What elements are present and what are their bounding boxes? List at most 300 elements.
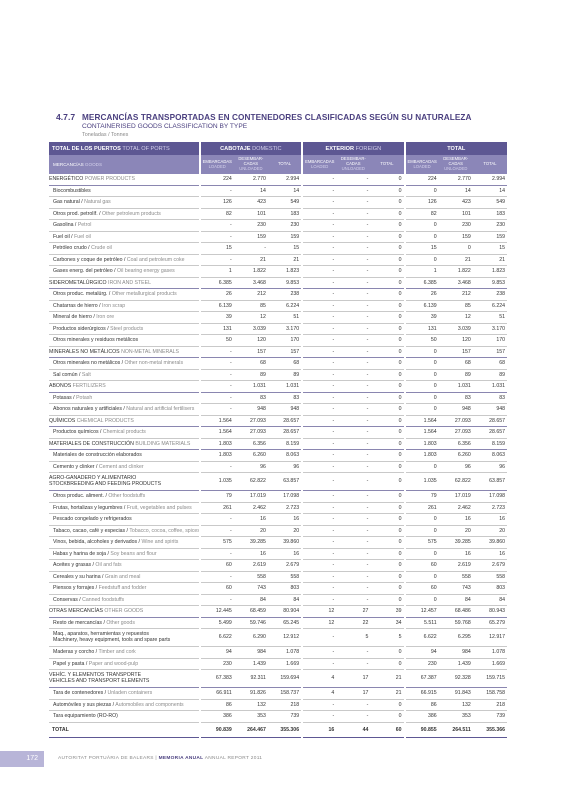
category-row — [49, 174, 507, 185]
table-cell: 549 — [268, 197, 302, 209]
table-cell: 126 — [200, 197, 234, 209]
table-cell: - — [200, 525, 234, 537]
table-cell: 0 — [370, 243, 404, 255]
table-cell: 0 — [405, 381, 439, 393]
table-cell: - — [302, 571, 336, 583]
row-label: Otros minerales y residuos metálicos — [49, 335, 200, 347]
table-cell: - — [302, 491, 336, 503]
table-cell: 20 — [473, 525, 507, 537]
table-cell: 28.657 — [473, 427, 507, 439]
table-cell: 96 — [234, 461, 268, 473]
table-cell: - — [336, 277, 370, 289]
table-cell: 16 — [439, 514, 473, 526]
header-total: TOTAL — [405, 142, 507, 155]
table-cell: 66.915 — [405, 688, 439, 700]
table-cell: 68 — [439, 358, 473, 370]
table-cell: 0 — [405, 594, 439, 606]
category-row — [49, 346, 507, 358]
table-cell: 558 — [268, 571, 302, 583]
header-row-columns — [49, 155, 507, 174]
table-cell: 261 — [405, 502, 439, 514]
table-cell: 59.746 — [234, 617, 268, 629]
table-cell: - — [302, 208, 336, 220]
row-label: Abonos naturales y artificiales / Natural and artificial fertilisers — [49, 404, 200, 416]
table-cell: 212 — [439, 289, 473, 301]
table-cell: 16 — [302, 722, 336, 737]
table-cell: 131 — [405, 323, 439, 335]
table-cell: 51 — [268, 312, 302, 324]
section-subtitle: CONTAINERISED GOODS CLASSIFICATION BY TYPE — [82, 123, 248, 130]
header-col-total: TOTAL — [473, 155, 507, 174]
header-unloaded: DESEMBAR-CADAS UNLOADED — [234, 155, 268, 174]
table-cell: - — [336, 502, 370, 514]
units-label: Toneladas / Tonnes — [82, 132, 129, 138]
table-cell: - — [336, 647, 370, 659]
table-cell: - — [336, 699, 370, 711]
section-title: MERCANCÍAS TRANSPORTADAS EN CONTENEDORES CLASIFICADAS SEGÚN SU NATURALEZA — [82, 113, 472, 122]
table-cell: 8.063 — [268, 450, 302, 462]
table-cell: 1.823 — [268, 266, 302, 278]
table-cell: 2.619 — [234, 560, 268, 572]
table-cell: 264.467 — [234, 722, 268, 737]
row-label: Otros produc. aliment. / Other foodstuffs — [49, 491, 200, 503]
table-cell: 89 — [234, 369, 268, 381]
table-cell: 94 — [200, 647, 234, 659]
table-cell: 0 — [370, 185, 404, 197]
table-row — [49, 300, 507, 312]
table-cell: 85 — [234, 300, 268, 312]
table-cell: 1 — [405, 266, 439, 278]
table-cell: 12.445 — [200, 606, 234, 618]
table-cell: 8.063 — [473, 450, 507, 462]
table-cell: 6.224 — [268, 300, 302, 312]
table-cell: 67.383 — [200, 670, 234, 688]
table-cell: 984 — [439, 647, 473, 659]
category-row — [49, 381, 507, 393]
table-cell: 0 — [370, 254, 404, 266]
table-cell: 14 — [473, 185, 507, 197]
row-label: Maderas y corcho / Timber and cork — [49, 647, 200, 659]
table-cell: 60 — [370, 722, 404, 737]
table-cell: 157 — [268, 346, 302, 358]
row-label: ENERGÉTICO POWER PRODUCTS — [49, 174, 200, 185]
table-cell: 739 — [268, 711, 302, 723]
table-cell: - — [302, 427, 336, 439]
row-label: Materiales de construcción elaborados — [49, 450, 200, 462]
table-cell: - — [302, 197, 336, 209]
table-row — [49, 323, 507, 335]
table-cell: 948 — [473, 404, 507, 416]
section-heading — [56, 112, 536, 138]
table-cell: 3.039 — [439, 323, 473, 335]
table-cell: 1.669 — [473, 658, 507, 670]
table-cell: 0 — [405, 404, 439, 416]
table-cell: 89 — [473, 369, 507, 381]
containerised-goods-table — [49, 142, 507, 738]
table-cell: 386 — [200, 711, 234, 723]
table-cell: 1.031 — [473, 381, 507, 393]
header-goods: MERCANCÍAS GOODS — [49, 155, 200, 174]
table-cell: - — [302, 323, 336, 335]
table-cell: 132 — [439, 699, 473, 711]
table-cell: 0 — [370, 415, 404, 427]
category-row — [49, 415, 507, 427]
table-cell: 3.170 — [473, 323, 507, 335]
row-label: MINERALES NO METÁLICOS NON-METAL MINERALS — [49, 346, 200, 358]
row-label: VEHÍC. Y ELEMENTOS TRANSPORTE VEHICLES AND TRANSPORT ELEMENTS — [49, 670, 200, 688]
table-row — [49, 427, 507, 439]
row-label: Biocombustibles — [49, 185, 200, 197]
table-cell: 353 — [234, 711, 268, 723]
table-cell: - — [336, 369, 370, 381]
table-row — [49, 583, 507, 595]
table-cell: - — [302, 358, 336, 370]
table-cell: 44 — [336, 722, 370, 737]
table-cell: 0 — [439, 243, 473, 255]
table-cell: 1.803 — [200, 438, 234, 450]
row-label: Productos siderúrgicos / Steel products — [49, 323, 200, 335]
table-cell: - — [302, 220, 336, 232]
table-cell: 39 — [370, 606, 404, 618]
table-cell: - — [200, 346, 234, 358]
table-cell: 16 — [473, 548, 507, 560]
table-cell: 16 — [234, 514, 268, 526]
table-row — [49, 537, 507, 549]
table-cell: 14 — [439, 185, 473, 197]
table-cell: 17.019 — [439, 491, 473, 503]
table-cell: 218 — [268, 699, 302, 711]
table-cell: 0 — [370, 277, 404, 289]
table-cell: 0 — [370, 312, 404, 324]
table-cell: - — [302, 266, 336, 278]
table-cell: 218 — [473, 699, 507, 711]
table-cell: 261 — [200, 502, 234, 514]
table-cell: 183 — [268, 208, 302, 220]
table-cell: - — [302, 537, 336, 549]
table-row — [49, 571, 507, 583]
table-cell: 5.511 — [405, 617, 439, 629]
table-cell: 0 — [405, 346, 439, 358]
row-label: AGRO-GANADERO Y ALIMENTARIO STOCKBREEDING AND FEEDING PRODUCTS — [49, 473, 200, 491]
table-cell: 159 — [439, 231, 473, 243]
table-cell: - — [302, 473, 336, 491]
row-label: Gases energ. del petróleo / Oil bearing energy gases — [49, 266, 200, 278]
table-cell: 17.019 — [234, 491, 268, 503]
table-cell: 12.457 — [405, 606, 439, 618]
table-cell: 86 — [200, 699, 234, 711]
table-cell: 4 — [302, 670, 336, 688]
table-cell: 423 — [234, 197, 268, 209]
table-cell: - — [336, 381, 370, 393]
table-cell: 0 — [370, 289, 404, 301]
table-cell: 50 — [405, 335, 439, 347]
table-cell: 39.285 — [234, 537, 268, 549]
table-cell: 157 — [473, 346, 507, 358]
row-label: Vinos, bebida, alcoholes y derivados / Wine and spirits — [49, 537, 200, 549]
table-cell: 65.279 — [473, 617, 507, 629]
table-cell: 1.803 — [200, 450, 234, 462]
table-row — [49, 185, 507, 197]
table-cell: - — [336, 583, 370, 595]
header-col-total: TOTAL — [370, 155, 404, 174]
table-cell: 96 — [268, 461, 302, 473]
header-col-total: TOTAL — [268, 155, 302, 174]
table-cell: 0 — [370, 583, 404, 595]
table-cell: 6.139 — [200, 300, 234, 312]
row-label: Maq., aparatos, herramientas y repuestos Machinery, heavy equipment, tools and spare parts — [49, 629, 200, 647]
table-cell: 67.387 — [405, 670, 439, 688]
table-cell: 803 — [268, 583, 302, 595]
table-cell: - — [336, 404, 370, 416]
table-cell: 6.260 — [439, 450, 473, 462]
table-row — [49, 404, 507, 416]
table-cell: - — [302, 243, 336, 255]
page-number: 172 — [0, 751, 44, 767]
table-cell: 1.031 — [268, 381, 302, 393]
table-cell: 84 — [439, 594, 473, 606]
row-label: OTRAS MERCANCÍAS OTHER GOODS — [49, 606, 200, 618]
table-cell: 0 — [370, 323, 404, 335]
table-row — [49, 711, 507, 723]
table-cell: 4 — [302, 688, 336, 700]
table-cell: - — [302, 346, 336, 358]
table-cell: 2.994 — [268, 174, 302, 185]
header-unloaded: DESEMBAR-CADAS UNLOADED — [439, 155, 473, 174]
table-cell: - — [200, 185, 234, 197]
table-cell: 83 — [473, 392, 507, 404]
table-cell: 2.619 — [439, 560, 473, 572]
table-cell: 2.994 — [473, 174, 507, 185]
row-label: Resto de mercancías / Other goods — [49, 617, 200, 629]
table-row — [49, 688, 507, 700]
table-cell: 0 — [405, 358, 439, 370]
table-cell: 94 — [405, 647, 439, 659]
table-cell: 0 — [370, 548, 404, 560]
table-cell: - — [200, 392, 234, 404]
table-cell: 82 — [200, 208, 234, 220]
table-cell: - — [200, 548, 234, 560]
table-cell: 60 — [405, 560, 439, 572]
table-cell: 34 — [370, 617, 404, 629]
table-cell: 68.459 — [234, 606, 268, 618]
table-cell: 2.723 — [473, 502, 507, 514]
table-cell: 6.224 — [473, 300, 507, 312]
row-label: Conservas / Canned foodstuffs — [49, 594, 200, 606]
table-cell: - — [234, 243, 268, 255]
table-cell: 0 — [370, 381, 404, 393]
table-cell: 12.912 — [268, 629, 302, 647]
table-cell: 423 — [439, 197, 473, 209]
table-cell: 0 — [405, 220, 439, 232]
table-cell: - — [336, 289, 370, 301]
table-cell: 230 — [473, 220, 507, 232]
table-cell: 20 — [268, 525, 302, 537]
table-cell: - — [302, 658, 336, 670]
table-cell: 80.904 — [268, 606, 302, 618]
table-cell: 16 — [473, 514, 507, 526]
table-row — [49, 514, 507, 526]
table-cell: 90.855 — [405, 722, 439, 737]
table-cell: 0 — [370, 404, 404, 416]
table-cell: - — [336, 208, 370, 220]
table-cell: - — [302, 450, 336, 462]
row-label: Sal común / Salt — [49, 369, 200, 381]
table-cell: 14 — [268, 185, 302, 197]
table-cell: 739 — [473, 711, 507, 723]
table-cell: - — [336, 392, 370, 404]
table-cell: 0 — [370, 699, 404, 711]
table-cell: 355.306 — [268, 722, 302, 737]
table-cell: 0 — [370, 438, 404, 450]
table-cell: 0 — [370, 461, 404, 473]
table-cell: 224 — [200, 174, 234, 185]
table-cell: 948 — [439, 404, 473, 416]
table-cell: 0 — [370, 427, 404, 439]
table-cell: 6.385 — [200, 277, 234, 289]
table-cell: 91.826 — [234, 688, 268, 700]
table-cell: - — [302, 629, 336, 647]
table-cell: 1.823 — [473, 266, 507, 278]
table-cell: 89 — [439, 369, 473, 381]
table-cell: - — [336, 450, 370, 462]
table-row — [49, 560, 507, 572]
row-label: QUÍMICOS CHEMICAL PRODUCTS — [49, 415, 200, 427]
header-loaded: EMBARCADAS LOADED — [302, 155, 336, 174]
page-footer — [0, 751, 565, 767]
table-cell: - — [336, 594, 370, 606]
table-cell: - — [336, 254, 370, 266]
table-cell: - — [336, 220, 370, 232]
table-cell: 2.770 — [439, 174, 473, 185]
row-label: Mineral de hierro / Iron ore — [49, 312, 200, 324]
header-domestic: CABOTAJE DOMESTIC — [200, 142, 302, 155]
table-cell: - — [302, 289, 336, 301]
table-cell: 1.564 — [405, 415, 439, 427]
total-row — [49, 722, 507, 737]
row-label: Aceites y grasas / Oil and fats — [49, 560, 200, 572]
table-cell: - — [200, 381, 234, 393]
table-cell: 158.758 — [473, 688, 507, 700]
table-cell: 224 — [405, 174, 439, 185]
table-cell: 264.511 — [439, 722, 473, 737]
table-cell: 16 — [439, 548, 473, 560]
table-cell: - — [336, 491, 370, 503]
table-cell: 1.031 — [439, 381, 473, 393]
table-cell: 212 — [234, 289, 268, 301]
table-cell: 120 — [439, 335, 473, 347]
table-cell: 68 — [234, 358, 268, 370]
table-cell: - — [302, 381, 336, 393]
table-cell: 15 — [268, 243, 302, 255]
table-cell: - — [200, 220, 234, 232]
row-label: ABONOS FERTILIZERS — [49, 381, 200, 393]
row-label: Otros produc. metalúrg. / Other metallurgical products — [49, 289, 200, 301]
table-cell: - — [336, 560, 370, 572]
table-cell: 1.803 — [405, 450, 439, 462]
table-cell: 89 — [268, 369, 302, 381]
table-cell: - — [336, 427, 370, 439]
table-cell: - — [336, 514, 370, 526]
table-cell: 84 — [473, 594, 507, 606]
table-cell: 39 — [200, 312, 234, 324]
table-cell: 21 — [473, 254, 507, 266]
row-label: Automóviles y sus piezas / Automobiles and components — [49, 699, 200, 711]
table-cell: - — [336, 300, 370, 312]
table-row — [49, 450, 507, 462]
table-cell: 28.657 — [268, 415, 302, 427]
table-cell: 3.039 — [234, 323, 268, 335]
table-row — [49, 220, 507, 232]
table-cell: 0 — [370, 208, 404, 220]
table-cell: 12 — [302, 617, 336, 629]
row-label: Otros prod. petrolíf. / Other petroleum products — [49, 208, 200, 220]
table-cell: 0 — [370, 502, 404, 514]
header-row-groups — [49, 142, 507, 155]
table-cell: - — [200, 461, 234, 473]
table-row — [49, 358, 507, 370]
row-label: Frutas, hortalizas y legumbres / Fruit, vegetables and pulses — [49, 502, 200, 514]
table-cell: 1.078 — [473, 647, 507, 659]
table-cell: 0 — [370, 335, 404, 347]
row-label: MATERIALES DE CONSTRUCCIÓN BUILDING MATERIALS — [49, 438, 200, 450]
table-row — [49, 594, 507, 606]
table-cell: 39.860 — [473, 537, 507, 549]
table-cell: 60 — [200, 560, 234, 572]
table-cell: 101 — [439, 208, 473, 220]
row-label: Fuel oil / Fuel oil — [49, 231, 200, 243]
table-cell: 63.857 — [268, 473, 302, 491]
table-cell: 0 — [370, 450, 404, 462]
table-cell: 0 — [370, 514, 404, 526]
table-cell: 0 — [370, 571, 404, 583]
table-cell: 159 — [234, 231, 268, 243]
table-cell: - — [336, 312, 370, 324]
table-cell: 0 — [405, 392, 439, 404]
table-cell: 0 — [405, 185, 439, 197]
table-cell: - — [302, 185, 336, 197]
table-cell: 91.843 — [439, 688, 473, 700]
table-cell: 0 — [405, 571, 439, 583]
table-cell: 27.093 — [439, 415, 473, 427]
table-cell: - — [302, 560, 336, 572]
table-row — [49, 461, 507, 473]
table-cell: - — [336, 461, 370, 473]
table-cell: 83 — [234, 392, 268, 404]
table-cell: 86 — [405, 699, 439, 711]
table-cell: 82 — [405, 208, 439, 220]
table-cell: 15 — [200, 243, 234, 255]
table-cell: - — [302, 300, 336, 312]
table-row — [49, 289, 507, 301]
table-cell: - — [302, 647, 336, 659]
category-row — [49, 473, 507, 491]
table-cell: 63.857 — [473, 473, 507, 491]
table-cell: 0 — [405, 461, 439, 473]
table-row — [49, 525, 507, 537]
row-label: Petróleo crudo / Crude oil — [49, 243, 200, 255]
table-cell: 984 — [234, 647, 268, 659]
table-cell: 0 — [370, 220, 404, 232]
table-cell: 1.035 — [200, 473, 234, 491]
table-cell: - — [302, 277, 336, 289]
table-cell: 353 — [439, 711, 473, 723]
table-cell: 2.723 — [268, 502, 302, 514]
table-cell: 6.139 — [405, 300, 439, 312]
table-cell: 17 — [336, 670, 370, 688]
header-foreign: EXTERIOR FOREIGN — [302, 142, 404, 155]
table-cell: - — [200, 594, 234, 606]
table-cell: 1 — [200, 266, 234, 278]
